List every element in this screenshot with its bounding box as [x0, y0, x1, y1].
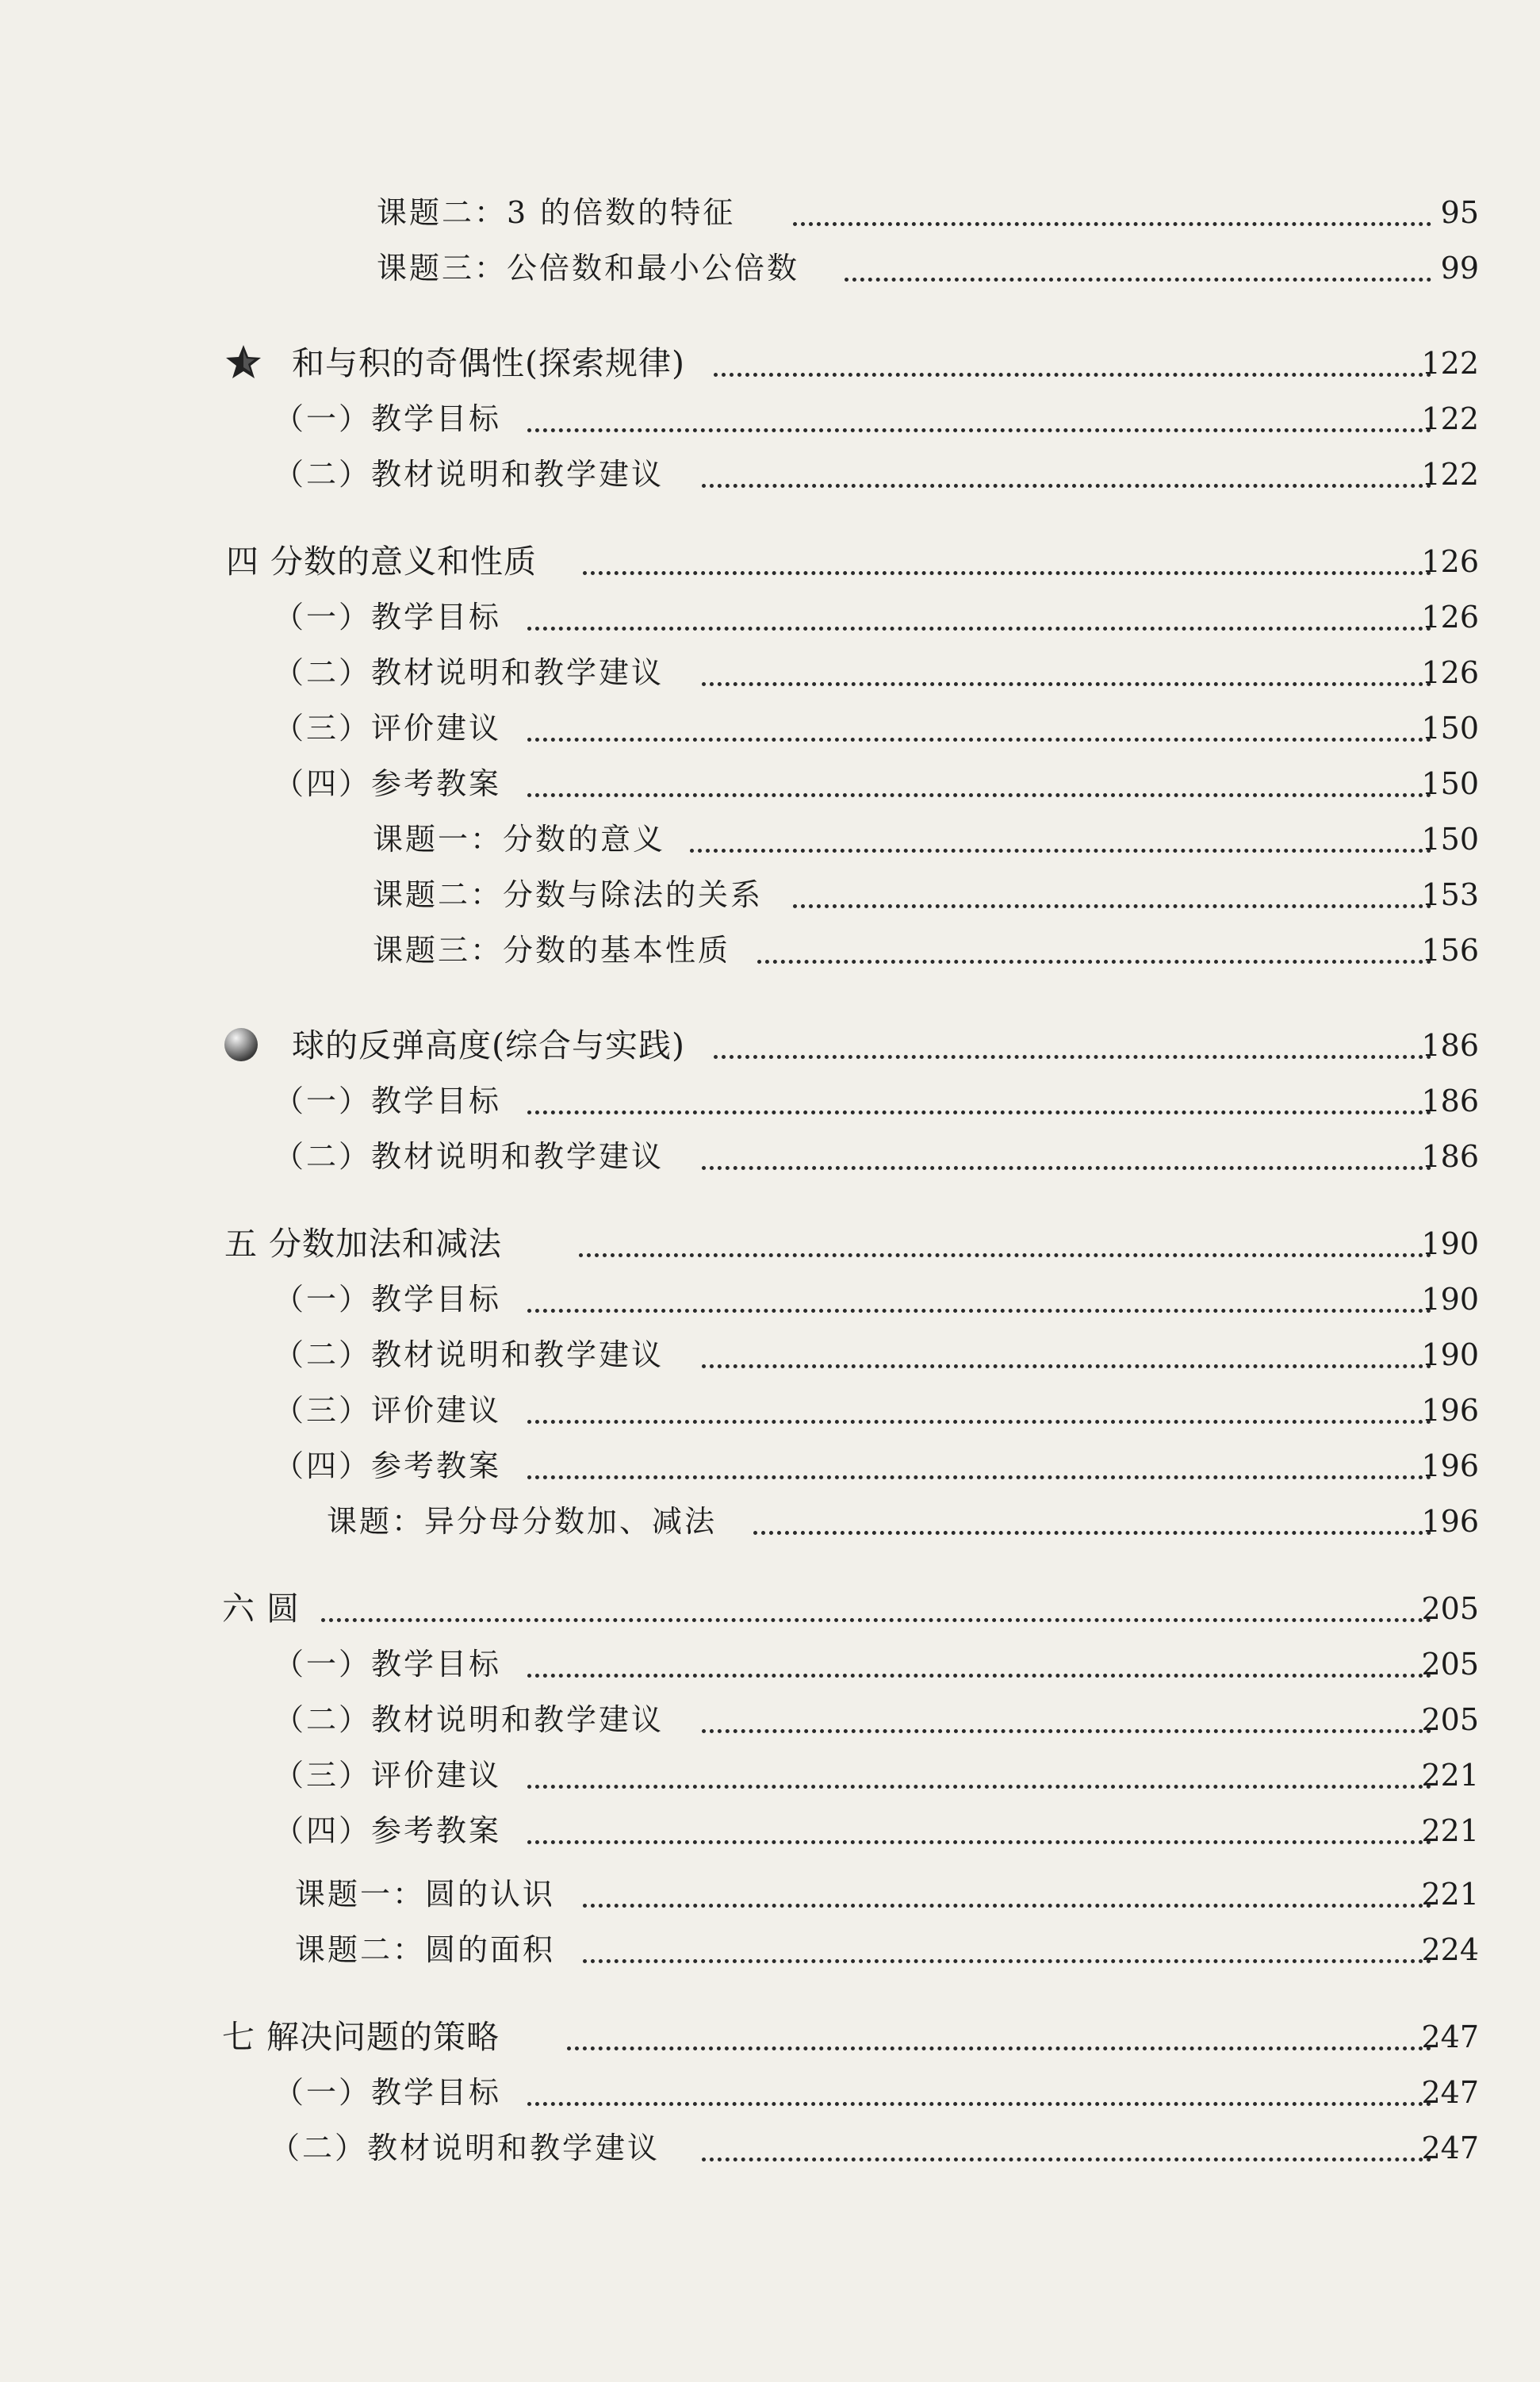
toc-entry-title: （三）评价建议: [274, 1393, 502, 1428]
toc-page-number: 221: [1421, 1813, 1479, 1848]
toc-entry[interactable]: [0, 1870, 1540, 1918]
toc-leader: [845, 278, 1431, 282]
toc-leader: [583, 1959, 1431, 1963]
toc-leader: [702, 682, 1431, 686]
toc-entry[interactable]: [0, 1220, 1540, 1268]
toc-entry[interactable]: [0, 704, 1540, 752]
toc-page-number: 150: [1421, 711, 1479, 746]
toc-entry[interactable]: [0, 760, 1540, 807]
toc-leader: [527, 1785, 1431, 1789]
toc-entry-title: 五 分数加法和减法: [224, 1225, 503, 1263]
toc-page-number: 190: [1421, 1226, 1479, 1261]
toc-page-number: 150: [1421, 822, 1479, 857]
toc-page-number: 205: [1421, 1591, 1479, 1626]
toc-entry-title: 四 分数的意义和性质: [226, 543, 538, 581]
toc-entry[interactable]: [0, 2069, 1540, 2116]
toc-page-number: 247: [1421, 2075, 1479, 2110]
toc-entry-title: 六 圆: [222, 1590, 301, 1628]
toc-entry-title: （二）教材说明和教学建议: [274, 457, 665, 492]
toc-page-number: 126: [1421, 655, 1479, 690]
toc-entry[interactable]: [0, 871, 1540, 919]
toc-leader: [527, 793, 1431, 797]
toc-page-number: 150: [1421, 766, 1479, 801]
toc-entry[interactable]: [0, 1696, 1540, 1743]
toc-leader: [714, 373, 1431, 377]
toc-page-number: 99: [1440, 251, 1479, 286]
toc-leader: [583, 571, 1431, 575]
toc-leader: [527, 1110, 1431, 1114]
toc-page-number: 221: [1421, 1877, 1479, 1912]
toc-entry[interactable]: [0, 1498, 1540, 1545]
toc-page-number: 247: [1421, 2020, 1479, 2054]
toc-leader: [702, 484, 1431, 488]
toc-entry-title: 球的反弹高度(综合与实践): [292, 1026, 685, 1064]
toc-leader: [793, 904, 1431, 908]
toc-leader: [567, 2046, 1431, 2050]
toc-page-number: 205: [1421, 1702, 1479, 1737]
toc-entry[interactable]: [0, 1585, 1540, 1632]
toc-leader: [527, 2102, 1431, 2106]
toc-page-number: 205: [1421, 1647, 1479, 1682]
toc-entry[interactable]: [0, 451, 1540, 498]
toc-entry-title: （二）教材说明和教学建议: [270, 2131, 661, 2165]
toc-leader: [527, 1840, 1431, 1844]
toc-page-number: 196: [1421, 1393, 1479, 1428]
toc-leader: [583, 1904, 1431, 1908]
toc-leader: [321, 1618, 1431, 1622]
toc-entry-title: （四）参考教案: [274, 1813, 502, 1848]
toc-entry[interactable]: [0, 1387, 1540, 1434]
toc-leader: [702, 1364, 1431, 1368]
toc-entry-title: 课题三：分数的基本性质: [373, 933, 731, 968]
toc-entry[interactable]: [0, 538, 1540, 585]
toc-entry-title: 课题二：3 的倍数的特征: [377, 195, 736, 230]
toc-leader: [753, 1531, 1431, 1535]
toc-leader: [579, 1253, 1431, 1257]
toc-entry[interactable]: [0, 395, 1540, 443]
toc-entry-title: 和与积的奇偶性(探索规律): [292, 344, 685, 382]
toc-page-number: 186: [1421, 1028, 1479, 1063]
toc-entry-title: （一）教学目标: [274, 600, 502, 635]
toc-leader: [690, 849, 1431, 853]
toc-entry[interactable]: [0, 1133, 1540, 1180]
toc-entry[interactable]: [0, 1275, 1540, 1323]
toc-entry-title: （四）参考教案: [274, 1448, 502, 1483]
toc-page-number: 122: [1421, 457, 1479, 492]
toc-leader: [527, 1420, 1431, 1424]
toc-page-number: 196: [1421, 1448, 1479, 1483]
toc-leader: [702, 1166, 1431, 1170]
toc-entry-title: （三）评价建议: [274, 711, 502, 746]
toc-entry-title: （二）教材说明和教学建议: [274, 1337, 665, 1372]
toc-entry-title: （一）教学目标: [274, 1282, 502, 1317]
toc-page-number: 153: [1421, 877, 1479, 912]
toc-leader: [527, 627, 1431, 631]
toc-entry[interactable]: [0, 2124, 1540, 2172]
toc-page-number: 247: [1421, 2131, 1479, 2165]
toc-leader: [527, 738, 1431, 742]
toc-entry-title: （三）评价建议: [274, 1758, 502, 1793]
toc-entry-title: （一）教学目标: [274, 1084, 502, 1118]
toc-leader: [793, 222, 1431, 226]
toc-entry-title: （二）教材说明和教学建议: [274, 655, 665, 690]
toc-entry[interactable]: [0, 1807, 1540, 1855]
toc-leader: [702, 2158, 1431, 2161]
toc-entry[interactable]: [0, 1926, 1540, 1973]
toc-entry[interactable]: [0, 1640, 1540, 1688]
toc-entry[interactable]: [0, 2013, 1540, 2061]
toc-page-number: 196: [1421, 1504, 1479, 1539]
toc-entry-title: 课题一：分数的意义: [373, 822, 666, 857]
toc-leader: [757, 960, 1431, 964]
toc-entry-title: （二）教材说明和教学建议: [274, 1702, 665, 1737]
toc-page-number: 122: [1421, 401, 1479, 436]
toc-entry[interactable]: [0, 189, 1540, 236]
toc-entry-title: 课题：异分母分数加、减法: [327, 1504, 718, 1539]
toc-leader: [702, 1729, 1431, 1733]
toc-entry-title: 课题三：公倍数和最小公倍数: [377, 251, 800, 286]
toc-entry-title: （一）教学目标: [274, 401, 502, 436]
toc-leader: [714, 1055, 1431, 1059]
toc-entry-title: 课题二：分数与除法的关系: [373, 877, 764, 912]
toc-entry-title: （四）参考教案: [274, 766, 502, 801]
toc-leader: [527, 428, 1431, 432]
toc-entry[interactable]: [0, 339, 1540, 387]
toc-entry[interactable]: [0, 593, 1540, 641]
toc-page-number: 95: [1440, 195, 1479, 230]
toc-page-number: 224: [1421, 1932, 1479, 1967]
toc-page-number: 122: [1421, 346, 1479, 381]
toc-page-number: 221: [1421, 1758, 1479, 1793]
toc-page-number: 186: [1421, 1139, 1479, 1174]
toc-page-number: 190: [1421, 1337, 1479, 1372]
toc-entry-title: （一）教学目标: [274, 1647, 502, 1682]
toc-page-number: 126: [1421, 544, 1479, 579]
toc-entry[interactable]: [0, 815, 1540, 863]
toc-entry-title: （一）教学目标: [274, 2075, 502, 2110]
toc-entry[interactable]: [0, 1751, 1540, 1799]
toc-entry-title: 七 解决问题的策略: [222, 2018, 500, 2056]
toc-entry-title: 课题二：圆的面积: [295, 1932, 556, 1967]
toc-page-number: 126: [1421, 600, 1479, 635]
toc-entry[interactable]: [0, 1442, 1540, 1490]
toc-page-number: 186: [1421, 1084, 1479, 1118]
toc-entry[interactable]: [0, 244, 1540, 292]
toc-entry[interactable]: [0, 1331, 1540, 1379]
toc-entry[interactable]: [0, 926, 1540, 974]
toc-entry[interactable]: [0, 1077, 1540, 1125]
toc-leader: [527, 1674, 1431, 1678]
toc-entry[interactable]: [0, 1022, 1540, 1069]
toc-page-number: 156: [1421, 933, 1479, 968]
toc-page-number: 190: [1421, 1282, 1479, 1317]
toc-entry-title: （二）教材说明和教学建议: [274, 1139, 665, 1174]
toc-entry[interactable]: [0, 649, 1540, 696]
toc-leader: [527, 1475, 1431, 1479]
toc-leader: [527, 1309, 1431, 1313]
toc-entry-title: 课题一：圆的认识: [295, 1877, 556, 1912]
